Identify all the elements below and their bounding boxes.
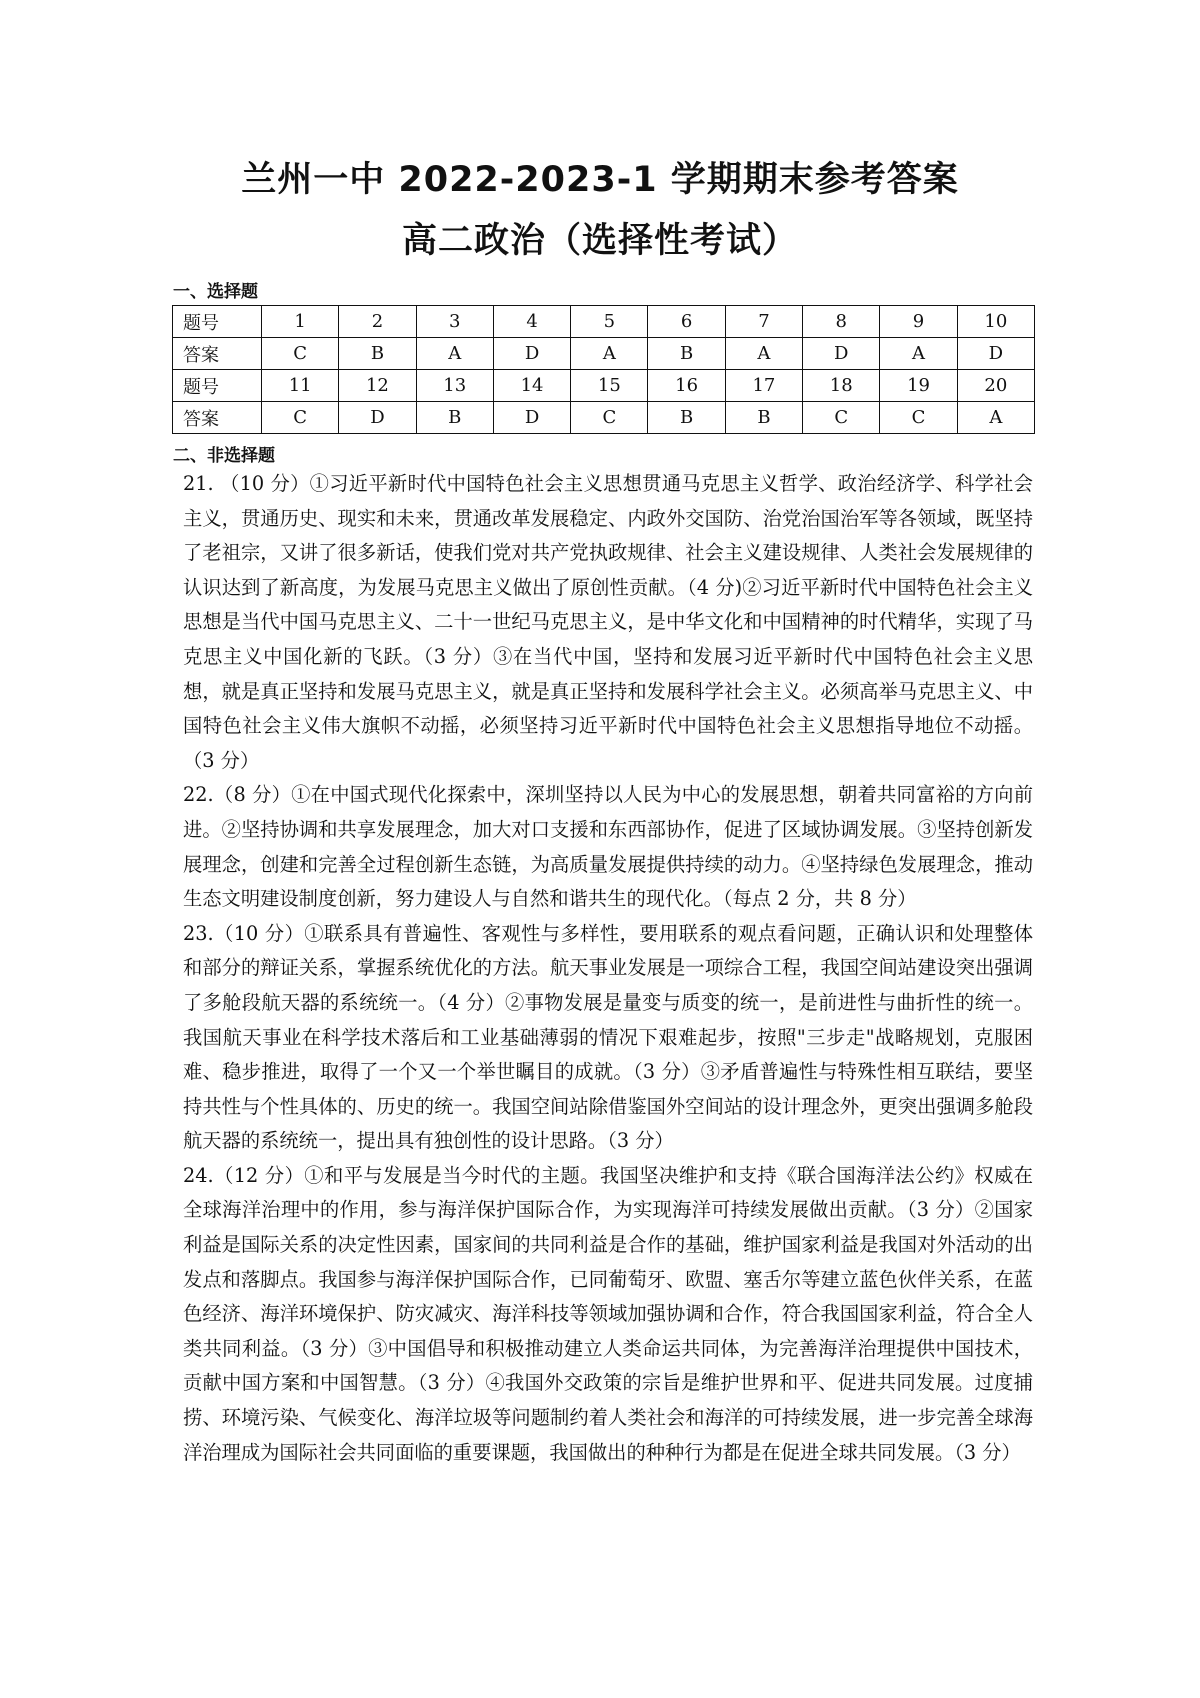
table-cell: B bbox=[648, 402, 725, 434]
table-cell: D bbox=[803, 338, 880, 370]
table-cell: A bbox=[571, 338, 648, 370]
table-cell: B bbox=[648, 338, 725, 370]
section-heading-open-questions: 二、非选择题 bbox=[173, 446, 275, 466]
row-label: 答案 bbox=[173, 338, 262, 370]
table-cell: 6 bbox=[648, 306, 725, 338]
table-cell: A bbox=[880, 338, 957, 370]
table-cell: 17 bbox=[725, 370, 802, 402]
table-cell: 18 bbox=[803, 370, 880, 402]
table-cell: 9 bbox=[880, 306, 957, 338]
table-cell: B bbox=[416, 402, 493, 434]
table-cell: 10 bbox=[957, 306, 1034, 338]
page-subtitle: 高二政治（选择性考试） bbox=[401, 221, 798, 261]
table-cell: 2 bbox=[339, 306, 416, 338]
row-label: 题号 bbox=[173, 306, 262, 338]
table-cell: C bbox=[262, 402, 339, 434]
answer-table bbox=[172, 305, 1035, 434]
table-cell: A bbox=[957, 402, 1034, 434]
table-cell: D bbox=[493, 338, 570, 370]
table-cell: 12 bbox=[339, 370, 416, 402]
table-cell: C bbox=[803, 402, 880, 434]
table-cell: 16 bbox=[648, 370, 725, 402]
table-cell: B bbox=[339, 338, 416, 370]
table-cell: 5 bbox=[571, 306, 648, 338]
table-cell: D bbox=[493, 402, 570, 434]
table-cell: D bbox=[339, 402, 416, 434]
table-cell: 19 bbox=[880, 370, 957, 402]
table-cell: A bbox=[725, 338, 802, 370]
row-label: 答案 bbox=[173, 402, 262, 434]
table-cell: 8 bbox=[803, 306, 880, 338]
page-title: 兰州一中 2022-2023-1 学期期末参考答案 bbox=[241, 160, 959, 200]
row-label: 题号 bbox=[173, 370, 262, 402]
table-cell: 7 bbox=[725, 306, 802, 338]
table-row bbox=[173, 338, 1035, 370]
answer-23: 23.（10 分）①联系具有普遍性、客观性与多样性，要用联系的观点看问题，正确认识和处理整体和部分的辩证关系，掌握系统优化的方法。航天事业发展是一项综合工程，我国空间站建设突出强调了多舱段航天器的系统统一。（4 分）②事物发展是量变与质变的统一，是前进性与曲折性的统一。我国航天事业在科学技术落后和工业基础薄弱的情况下艰难起步，按照"三步走"战略规划，克服困难、稳步推进，取得了一个又一个举世瞩目的成就。（3 分）③矛盾普遍性与特殊性相互联结，要坚持共性与个性具体的、历史的统一。我国空间站除借鉴国外空间站的设计理念外，更突出强调多舱段航天器的系统统一，提出具有独创性的设计思路。（3 分） bbox=[183, 921, 1033, 1153]
table-cell: 13 bbox=[416, 370, 493, 402]
answer-24: 24.（12 分）①和平与发展是当今时代的主题。我国坚决维护和支持《联合国海洋法公约》权威在全球海洋治理中的作用，参与海洋保护国际合作，为实现海洋可持续发展做出贡献。（3 分）②国家利益是国际关系的决定性因素，国家间的共同利益是合作的基础，维护国家利益是我国对外活动的出发点和落脚点。我国参与海洋保护国际合作，已同葡萄牙、欧盟、塞舌尔等建立蓝色伙伴关系，在蓝色经济、海洋环境保护、防灾减灾、海洋科技等领域加强协调和合作，符合我国国家利益，符合全人类共同利益。（3 分）③中国倡导和积极推动建立人类命运共同体，为完善海洋治理提供中国技术，贡献中国方案和中国智慧。（3 分）④我国外交政策的宗旨是维护世界和平、促进共同发展。过度捕捞、环境污染、气候变化、海洋垃圾等问题制约着人类社会和海洋的可持续发展，进一步完善全球海洋治理成为国际社会共同面临的重要课题，我国做出的种种行为都是在促进全球共同发展。（3 分） bbox=[183, 1163, 1033, 1464]
table-cell: 3 bbox=[416, 306, 493, 338]
table-row bbox=[173, 402, 1035, 434]
table-cell: C bbox=[262, 338, 339, 370]
table-cell: 1 bbox=[262, 306, 339, 338]
table-cell: 20 bbox=[957, 370, 1034, 402]
table-cell: A bbox=[416, 338, 493, 370]
table-row bbox=[173, 306, 1035, 338]
table-cell: 15 bbox=[571, 370, 648, 402]
table-cell: 4 bbox=[493, 306, 570, 338]
answer-body bbox=[183, 467, 1033, 1470]
table-cell: C bbox=[571, 402, 648, 434]
section-heading-multiple-choice: 一、选择题 bbox=[173, 282, 258, 302]
table-cell: 14 bbox=[493, 370, 570, 402]
answer-22: 22.（8 分）①在中国式现代化探索中，深圳坚持以人民为中心的发展思想，朝着共同富裕的方向前进。②坚持协调和共享发展理念，加大对口支援和东西部协作，促进了区域协调发展。③坚持创新发展理念，创建和完善全过程创新生态链，为高质量发展提供持续的动力。④坚持绿色发展理念，推动生态文明建设制度创新，努力建设人与自然和谐共生的现代化。（每点 2 分，共 8 分） bbox=[183, 783, 1033, 911]
answer-21: 21. （10 分）①习近平新时代中国特色社会主义思想贯通马克思主义哲学、政治经济学、科学社会主义，贯通历史、现实和未来，贯通改革发展稳定、内政外交国防、治党治国治军等各领域，既坚持了老祖宗，又讲了很多新话，使我们党对共产党执政规律、社会主义建设规律、人类社会发展规律的认识达到了新高度，为发展马克思主义做出了原创性贡献。（4 分)②习近平新时代中国特色社会主义思想是当代中国马克思主义、二十一世纪马克思主义，是中华文化和中国精神的时代精华，实现了马克思主义中国化新的飞跃。（3 分）③在当代中国，坚持和发展习近平新时代中国特色社会主义思想，就是真正坚持和发展马克思主义，就是真正坚持和发展科学社会主义。必须高举马克思主义、中国特色社会主义伟大旗帜不动摇，必须坚持习近平新时代中国特色社会主义思想指导地位不动摇。（3 分） bbox=[183, 472, 1033, 772]
table-cell: 11 bbox=[262, 370, 339, 402]
table-cell: D bbox=[957, 338, 1034, 370]
table-row bbox=[173, 370, 1035, 402]
table-cell: C bbox=[880, 402, 957, 434]
table-cell: B bbox=[725, 402, 802, 434]
